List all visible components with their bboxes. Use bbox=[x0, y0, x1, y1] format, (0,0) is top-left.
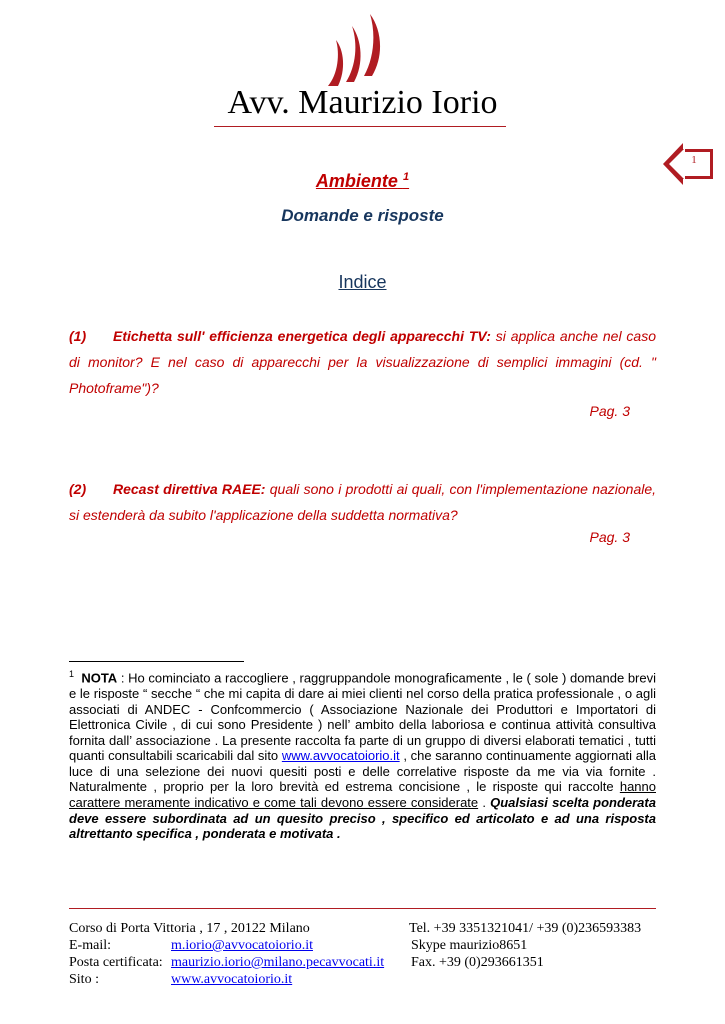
title-text: Ambiente bbox=[315, 171, 398, 191]
footnote-label: NOTA bbox=[81, 670, 118, 686]
index-entry-1[interactable] bbox=[69, 323, 656, 401]
footer-tel: Tel. +39 3351321041/ +39 (0)236593383 bbox=[409, 921, 642, 936]
footnote-text: , che saranno continuamente aggiornati alla luce di una selezione dei nuovi quesiti posti e delle correlative risposte da me via via fornite . Naturalmente , proprio per la loro brevità ed estrema concisione , le risposte qui raccolte bbox=[69, 748, 656, 795]
document-subtitle: Domande e risposte bbox=[281, 206, 444, 225]
index-heading: Indice bbox=[338, 272, 387, 292]
logo-stroke-middle bbox=[346, 26, 361, 82]
entry-topic: Recast direttiva RAEE: bbox=[113, 481, 266, 497]
logo-stroke-left bbox=[328, 40, 343, 86]
entry-page-ref: Pag. 3 bbox=[589, 529, 630, 545]
entry-topic: Etichetta sull' efficienza energetica degli apparecchi TV: bbox=[113, 328, 491, 344]
page-number: 1 bbox=[691, 154, 697, 166]
entry-text: si applica anche nel caso di monitor? E nel caso di apparecchi per la visualizzazione di semplici immagini (cd. " Photoframe")? bbox=[69, 328, 657, 396]
footer-email[interactable] bbox=[171, 937, 313, 954]
footer-skype: Skype maurizio8651 bbox=[411, 938, 528, 953]
document-title bbox=[0, 171, 725, 192]
footnote-text: : Ho cominciato a raccogliere , raggruppandole monograficamente , le ( sole ) domande brevi e le risposte “ secche “ che mi capita di dare ai miei clienti nel corso della pratica professionale , o agli associati di ANDEC - Confcommercio ( Associazione Nazionale dei Produttori e Importatori di Elettronica Civile , di cui sono Presidente ) nell’ ambito della laboriosa e continua attività consultiva fornita dall’ associazione . La presente raccolta fa parte di un gruppo di diversi elaborati tematici , tutti quanti consultabili scaricabili dal sito bbox=[69, 670, 656, 764]
entry-number: (2) bbox=[69, 481, 87, 497]
index-entry-2[interactable] bbox=[69, 476, 656, 528]
logo-stroke-right bbox=[364, 14, 380, 76]
footnote-emphasis: Qualsiasi scelta ponderata deve essere subordinata ad un quesito preciso , specifico ed articolato e ad una risposta altrettanto specifica , ponderata e motivata . bbox=[69, 795, 656, 842]
footer-pec[interactable] bbox=[171, 954, 384, 971]
footer-address: Corso di Porta Vittoria , 17 , 20122 Milano bbox=[69, 921, 310, 936]
firm-logo bbox=[322, 14, 386, 86]
entry-text: quali sono i prodotti ai quali, con l'implementazione nazionale, si estenderà da subito l'applicazione della suddetta normativa? bbox=[69, 481, 657, 523]
entry-page-ref: Pag. 3 bbox=[589, 403, 630, 419]
footer-email-label: E-mail: bbox=[69, 938, 111, 953]
footnote-site-link[interactable]: www.avvocatoiorio.it bbox=[281, 748, 400, 764]
footer-site-link[interactable]: www.avvocatoiorio.it bbox=[171, 972, 293, 987]
entry-number: (1) bbox=[69, 328, 87, 344]
footnote-underlined-text: hanno carattere meramente indicativo e come tali devono essere considerate bbox=[69, 779, 656, 811]
footer-pec-link[interactable]: maurizio.iorio@milano.pecavvocati.it bbox=[171, 955, 385, 970]
footnote-separator bbox=[69, 661, 244, 662]
brand-name: Avv. Maurizio Iorio bbox=[227, 84, 498, 121]
footer-site-label: Sito : bbox=[69, 972, 99, 987]
footer-separator bbox=[69, 908, 656, 909]
footnote-marker: 1 bbox=[69, 669, 75, 679]
footer-site[interactable] bbox=[171, 971, 292, 988]
footer-fax: Fax. +39 (0)293661351 bbox=[411, 955, 544, 970]
footnote-text: . bbox=[482, 795, 486, 811]
brand-underline bbox=[214, 126, 506, 127]
title-footnote-ref: 1 bbox=[402, 171, 410, 183]
footer-email-link[interactable]: m.iorio@avvocatoiorio.it bbox=[171, 938, 313, 953]
footnote bbox=[69, 667, 656, 842]
footer-pec-label: Posta certificata: bbox=[69, 955, 163, 970]
